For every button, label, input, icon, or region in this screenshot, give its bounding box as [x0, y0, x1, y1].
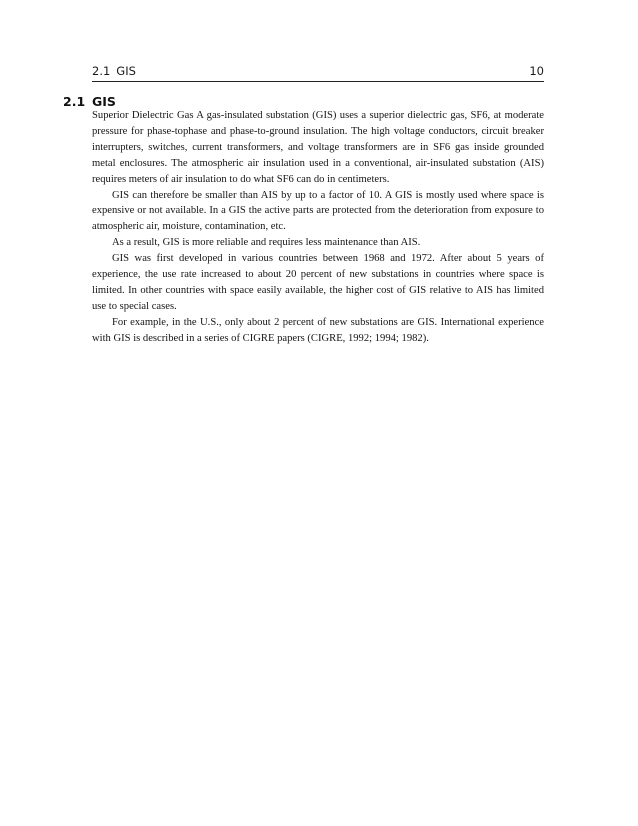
body-text — [92, 108, 544, 347]
running-header-section — [92, 64, 136, 78]
header-rule — [92, 81, 544, 82]
running-header-section-number: 2.1 — [92, 64, 111, 78]
paragraph-3: As a result, GIS is more reliable and requires less maintenance than AIS. — [112, 237, 421, 249]
section-heading — [63, 94, 116, 109]
paragraph-2: GIS can therefore be smaller than AIS by up to a factor of 10. A GIS is mostly used where space is expensive or not available. In a GIS the active parts are protected from the deterioration from exposure to atmospheric air, moisture, contamination, etc. — [92, 189, 544, 233]
paragraph-4: GIS was first developed in various countries between 1968 and 1972. After about 5 years of experience, the use rate increased to about 20 percent of new substations in countries where space is limited. In other countries with space easily available, the higher cost of GIS relative to AIS has limited use to special cases. — [92, 253, 544, 312]
paragraph-5: For example, in the U.S., only about 2 percent of new substations are GIS. International experience with GIS is described in a series of CIGRE papers (CIGRE, 1992; 1994; 1982). — [92, 316, 544, 344]
section-title: GIS — [92, 94, 116, 109]
page-number: 10 — [529, 64, 544, 78]
paragraph-1: Superior Dielectric Gas A gas-insulated substation (GIS) uses a superior dielectric gas, SF6, at moderate pressure for phase-tophase and phase-to-ground insulation. The high voltage conductors, circuit breaker interrupters, switches, current transformers, and voltage transformers are in SF6 gas inside grounded metal enclosures. The atmospheric air insulation used in a conventional, air-insulated substation (AIS) requires meters of air insulation to do what SF6 can do in centimeters. — [92, 110, 544, 185]
section-number: 2.1 — [63, 94, 86, 109]
running-header-section-title: GIS — [116, 64, 136, 78]
running-header — [92, 64, 544, 82]
